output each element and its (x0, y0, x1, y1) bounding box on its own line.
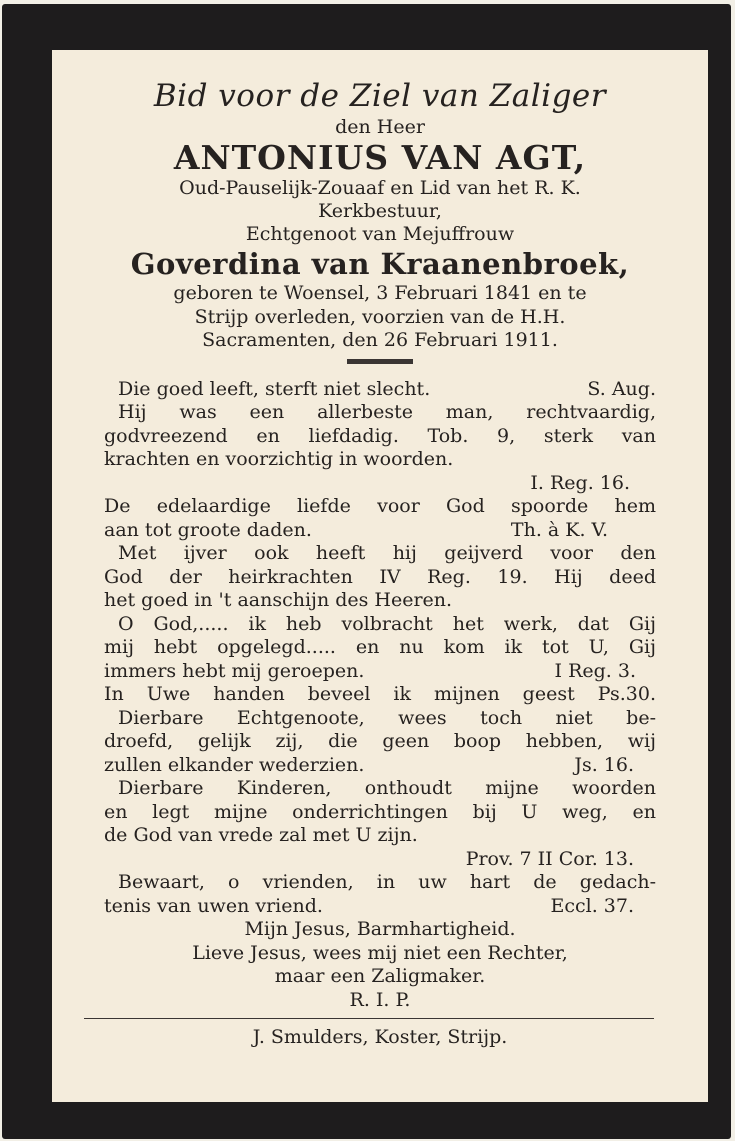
verse-line: Dierbare Kinderen, onthoudt mijne woorden (118, 777, 656, 799)
spouse-name: Goverdina van Kraanenbroek, (130, 247, 630, 281)
verse-line: en legt mijne onderrichtingen bij U weg, en (104, 800, 656, 823)
verse-text (104, 378, 656, 1013)
verse-line: zullen elkander wederzien. Js. 16. (104, 753, 634, 776)
rip-line: R. I. P. (349, 988, 411, 1011)
verse-line: Hij was een allerbeste man, rechtvaardig, (118, 401, 656, 423)
printer-credit: J. Smulders, Koster, Strijp. (252, 1026, 508, 1048)
ornament-divider (347, 359, 413, 364)
life-info-line-3: Sacramenten, den 26 Februari 1911. (202, 329, 558, 351)
verse-line: mij hebt opgelegd..... en nu kom ik tot U, Gij (104, 636, 656, 658)
verse-reference: S. Aug. (587, 377, 656, 400)
invocation-heading: Bid voor de Ziel van Zaliger (153, 78, 607, 114)
life-info-line-1: geboren te Woensel, 3 Februari 1841 en te (173, 282, 587, 304)
verse-line: de God van vrede zal met U zijn. (104, 824, 418, 846)
verse-line: het goed in 't aanschijn des Heeren. (104, 589, 453, 611)
verse-line: aan tot groote daden. Th. à K. V. (104, 518, 608, 541)
title-line-2: Kerkbestuur, (318, 200, 442, 222)
card-content (52, 50, 708, 1049)
verse-line: In Uwe handen beveel ik mijnen geest Ps.30. (104, 683, 656, 705)
deceased-name: ANTONIUS VAN AGT, (173, 138, 587, 177)
memorial-card (2, 4, 731, 1139)
verse-line: God der heirkrachten IV Reg. 19. Hij deed (104, 565, 656, 588)
verse-line: godvreezend en liefdadig. Tob. 9, sterk van (104, 424, 656, 447)
life-info-line-2: Strijp overleden, voorzien van de H.H. (194, 305, 566, 328)
verse-line: Dierbare Echtgenoote, wees toch niet be- (118, 706, 656, 729)
verse-line: immers hebt mij geroepen. I Reg. 3. (104, 659, 636, 682)
verse-reference: I. Reg. 16. (530, 471, 630, 494)
prayer-line: Lieve Jesus, wees mij niet een Rechter, (192, 941, 568, 964)
prayer-line: maar een Zaligmaker. (274, 965, 486, 987)
verse-reference: Eccl. 37. (550, 894, 634, 917)
footer-rule (84, 1018, 654, 1019)
verse-line: O God,..... ik heb volbracht het werk, dat Gij (118, 612, 656, 635)
verse-line: tenis van uwen vriend. Eccl. 37. (104, 894, 634, 917)
verse-line: krachten en voorzichtig in woorden. (104, 448, 454, 470)
verse-line: De edelaardige liefde voor God spoorde hem (104, 495, 656, 517)
verse-line: Met ijver ook heeft hij geijverd voor den (118, 542, 656, 564)
spouse-intro: Echtgenoot van Mejuffrouw (245, 223, 515, 245)
verse-line: Die goed leeft, sterft niet slecht. S. Aug. (118, 377, 656, 400)
card-panel (52, 50, 708, 1102)
honorific: den Heer (335, 116, 425, 138)
verse-reference: Js. 16. (574, 753, 634, 776)
title-line-1: Oud-Pauselijk-Zouaaf en Lid van het R. K. (179, 177, 581, 199)
verse-reference: Prov. 7 II Cor. 13. (465, 847, 634, 870)
verse-line: Bewaart, o vrienden, in uw hart de gedach- (118, 871, 656, 893)
prayer-line: Mijn Jesus, Barmhartigheid. (244, 918, 516, 940)
verse-reference: Th. à K. V. (510, 518, 608, 541)
verse-reference: I Reg. 3. (554, 659, 636, 682)
verse-line: droefd, gelijk zij, die geen boop hebben, wij (104, 730, 656, 752)
